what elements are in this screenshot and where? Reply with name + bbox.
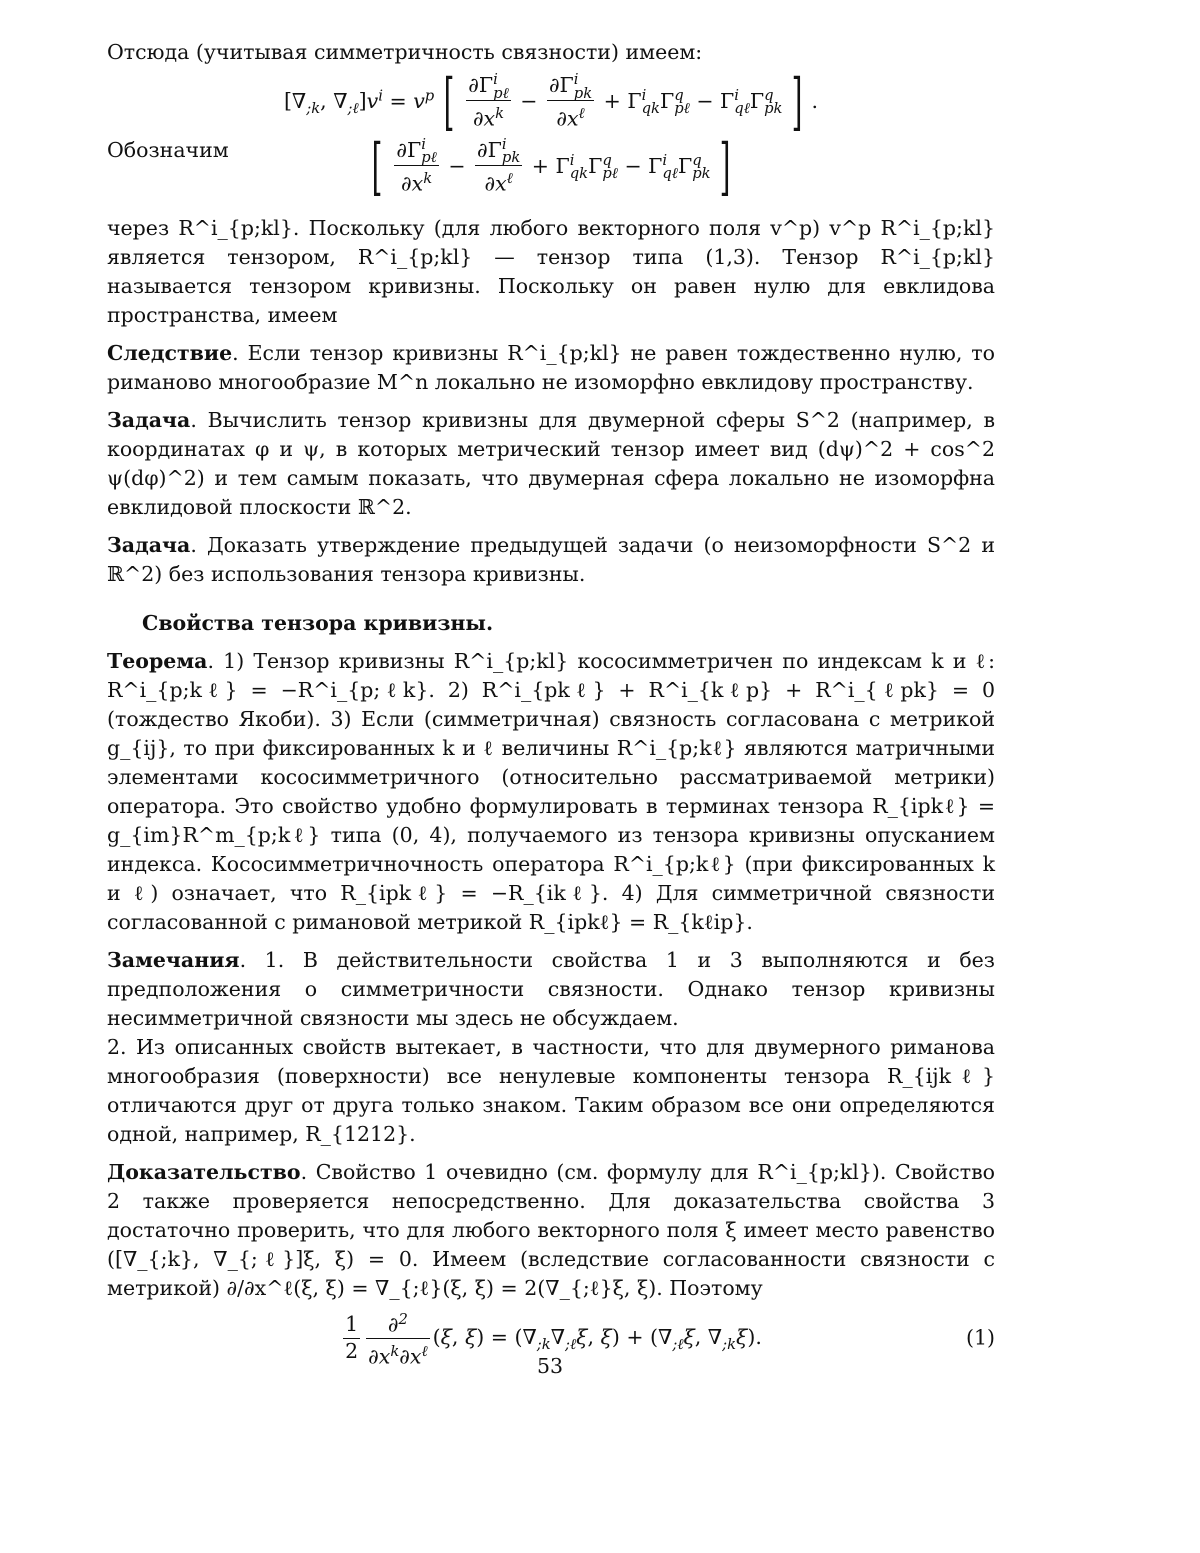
task-1: Задача. Вычислить тензор кривизны для двумерной сферы S^2 (например, в координатах φ и ψ, в которых метрический тензор имеет вид (dψ)^2 + cos^2 ψ(dφ)^2) и тем самым показать, что двумерная сфера локально не изоморфна евклидовой плоскости ℝ^2. — [107, 407, 995, 519]
proof-label: Доказательство — [107, 1159, 301, 1184]
section-title: Свойства тензора кривизны. — [142, 610, 494, 635]
corollary-text: Если тензор кривизны R^i_{p;kl} не равен тождественно нулю, то риманово многообразие M^n локально не изоморфно евклидову пространству. — [107, 340, 995, 394]
task-2-label: Задача — [107, 532, 191, 557]
intro-line: Отсюда (учитывая симметричность связности) имеем: — [107, 40, 703, 64]
page-number: 53 — [536, 1354, 564, 1378]
task-2: Задача. Доказать утверждение предыдущей задачи (о неизоморфности S^2 и ℝ^2) без использования тензора кривизны. — [107, 532, 995, 586]
remarks-text-2: 2. Из описанных свойств вытекает, в частности, что для двумерного риманова многообразия (поверхности) все ненулевые компоненты тензора R_{ijkℓ} отличаются друг от друга только знаком. Таким образом все они определяются одной, например, R_{1212}. — [107, 1034, 995, 1146]
theorem-label: Теорема — [107, 648, 208, 673]
denote-block — [107, 130, 995, 214]
paragraph-through: через R^i_{p;kl}. Поскольку (для любого векторного поля v^p) v^p R^i_{p;kl} является тензором, R^i_{p;kl} — тензор типа (1,3). Тензор R^i_{p;kl} называется тензором кривизны. Поскольку он равен нулю для евклидова пространства, имеем — [107, 215, 995, 327]
commutator-equation: [$\nabla_{;k}$, $\nabla_{;\ell}]v^i = v^p$ [ ∂Γ i pℓ $\partial x^k$ − ∂Γ i pk $\partial x^\ell$ + Γ i qk Γ q pℓ − Γ i qℓ Γ q pk ] . — [283, 65, 819, 138]
theorem: Теорема. 1) Тензор кривизны R^i_{p;kl} кососимметричен по индексам k и ℓ: R^i_{p;kℓ} = −R^i_{p;ℓk}. 2) R^i_{pkℓ} + R^i_{kℓp} + R^i_{ℓpk} = 0 (тождество Якоби). 3) Если (симметричная) связность согласована с метрикой g_{ij}, то при фиксированных k и ℓ величины R^i_{p;kℓ} являются матричными элементами кососимметричного (относительно рассматриваемой метрики) оператора. Это свойство удобно формулировать в терминах тензора R_{ipkℓ} = g_{im}R^m_{p;kℓ} типа (0, 4), получаемого из тензора кривизны опусканием индекса. Кососимметричночность оператора R^i_{p;kℓ} (при фиксированных k и ℓ) означает, что R_{ipkℓ} = −R_{ikℓ}. 4) Для симметричной связности согласованной с римановой метрикой R_{ipkℓ} = R_{kℓip}. — [107, 648, 995, 934]
remarks: Замечания. 1. В действительности свойства 1 и 3 выполняются и без предположения о симметричности связности. Однако тензор кривизны несимметричной связности мы здесь не обсуждаем. — [107, 947, 995, 1030]
remarks-label: Замечания — [107, 947, 240, 972]
proof: Доказательство. Свойство 1 очевидно (см. формулу для R^i_{p;kl}). Свойство 2 также проверяется непосредственно. Для доказательства свойства 3 достаточно проверить, что для любого векторного поля ξ имеет место равенство ([∇_{;k}, ∇_{;ℓ}]ξ, ξ) = 0. Имеем (вследствие согласованности связности с метрикой) ∂/∂x^ℓ(ξ, ξ) = ∇_{;ℓ}(ξ, ξ) = 2(∇_{;ℓ}ξ, ξ). Поэтому — [107, 1159, 995, 1300]
theorem-text: 1) Тензор кривизны R^i_{p;kl} кососимметричен по индексам k и ℓ: R^i_{p;kℓ} = −R^i_{p;ℓk}. 2) R^i_{pkℓ} + R^i_{kℓp} + R^i_{ℓpk} = 0 (тождество Якоби). 3) Если (симметричная) связность согласована с метрикой g_{ij}, то при фиксированных k и ℓ величины R^i_{p;kℓ} являются матричными элементами кососимметричного (относительно рассматриваемой метрики) оператора. Это свойство удобно формулировать в терминах тензора R_{ipkℓ} = g_{im}R^m_{p;kℓ} типа (0, 4), получаемого из тензора кривизны опусканием индекса. Кососимметричночность оператора R^i_{p;kℓ} (при фиксированных k и ℓ) означает, что R_{ipkℓ} = −R_{ikℓ}. 4) Для симметричной связности согласованной с римановой метрикой R_{ipkℓ} = R_{kℓip}. — [107, 648, 995, 934]
corollary-label: Следствие — [107, 340, 233, 365]
task-1-label: Задача — [107, 407, 191, 432]
remarks-text-1: 1. В действительности свойства 1 и 3 выполняются и без предположения о симметричности связности. Однако тензор кривизны несимметричной связности мы здесь не обсуждаем. — [107, 947, 995, 1030]
task-2-text: Доказать утверждение предыдущей задачи (о неизоморфности S^2 и ℝ^2) без использования тензора кривизны. — [107, 532, 995, 586]
equation-1: $\frac{1}{2}$ $\frac{\partial^2}{\partial x^k\partial x^\ell}$ (ξ, $\xi) = (\nabla_{;k}\nabla_{;\ell}\xi$, $\xi) + (\nabla_{;\ell}\xi$, $\nabla_{;k}\xi$). (1) — [107, 1307, 995, 1370]
task-1-text: Вычислить тензор кривизны для двумерной сферы S^2 (например, в координатах φ и ψ, в которых метрический тензор имеет вид (dψ)^2 + cos^2 ψ(dφ)^2) и тем самым показать, что двумерная сфера локально не изоморфна евклидовой плоскости ℝ^2. — [107, 407, 995, 519]
denote-word: Обозначим — [107, 137, 229, 162]
corollary: Следствие. Если тензор кривизны R^i_{p;kl} не равен тождественно нулю, то риманово многообразие M^n локально не изоморфно евклидову пространству. — [107, 340, 995, 394]
proof-text: Свойство 1 очевидно (см. формулу для R^i_{p;kl}). Свойство 2 также проверяется непосредственно. Для доказательства свойства 3 достаточно проверить, что для любого векторного поля ξ имеет место равенство ([∇_{;k}, ∇_{;ℓ}]ξ, ξ) = 0. Имеем (вследствие согласованности связности с метрикой) ∂/∂x^ℓ(ξ, ξ) = ∇_{;ℓ}(ξ, ξ) = 2(∇_{;ℓ}ξ, ξ). Поэтому — [107, 1159, 995, 1300]
equation-number: (1) — [965, 1325, 995, 1350]
curvature-bracket-expression: [ ∂Γ i pℓ $\partial x^k$ − ∂Γ i pk $\partial x^\ell$ + Γ i qk Γ q pℓ − Γ i qℓ Γ q pk ] — [371, 130, 731, 203]
